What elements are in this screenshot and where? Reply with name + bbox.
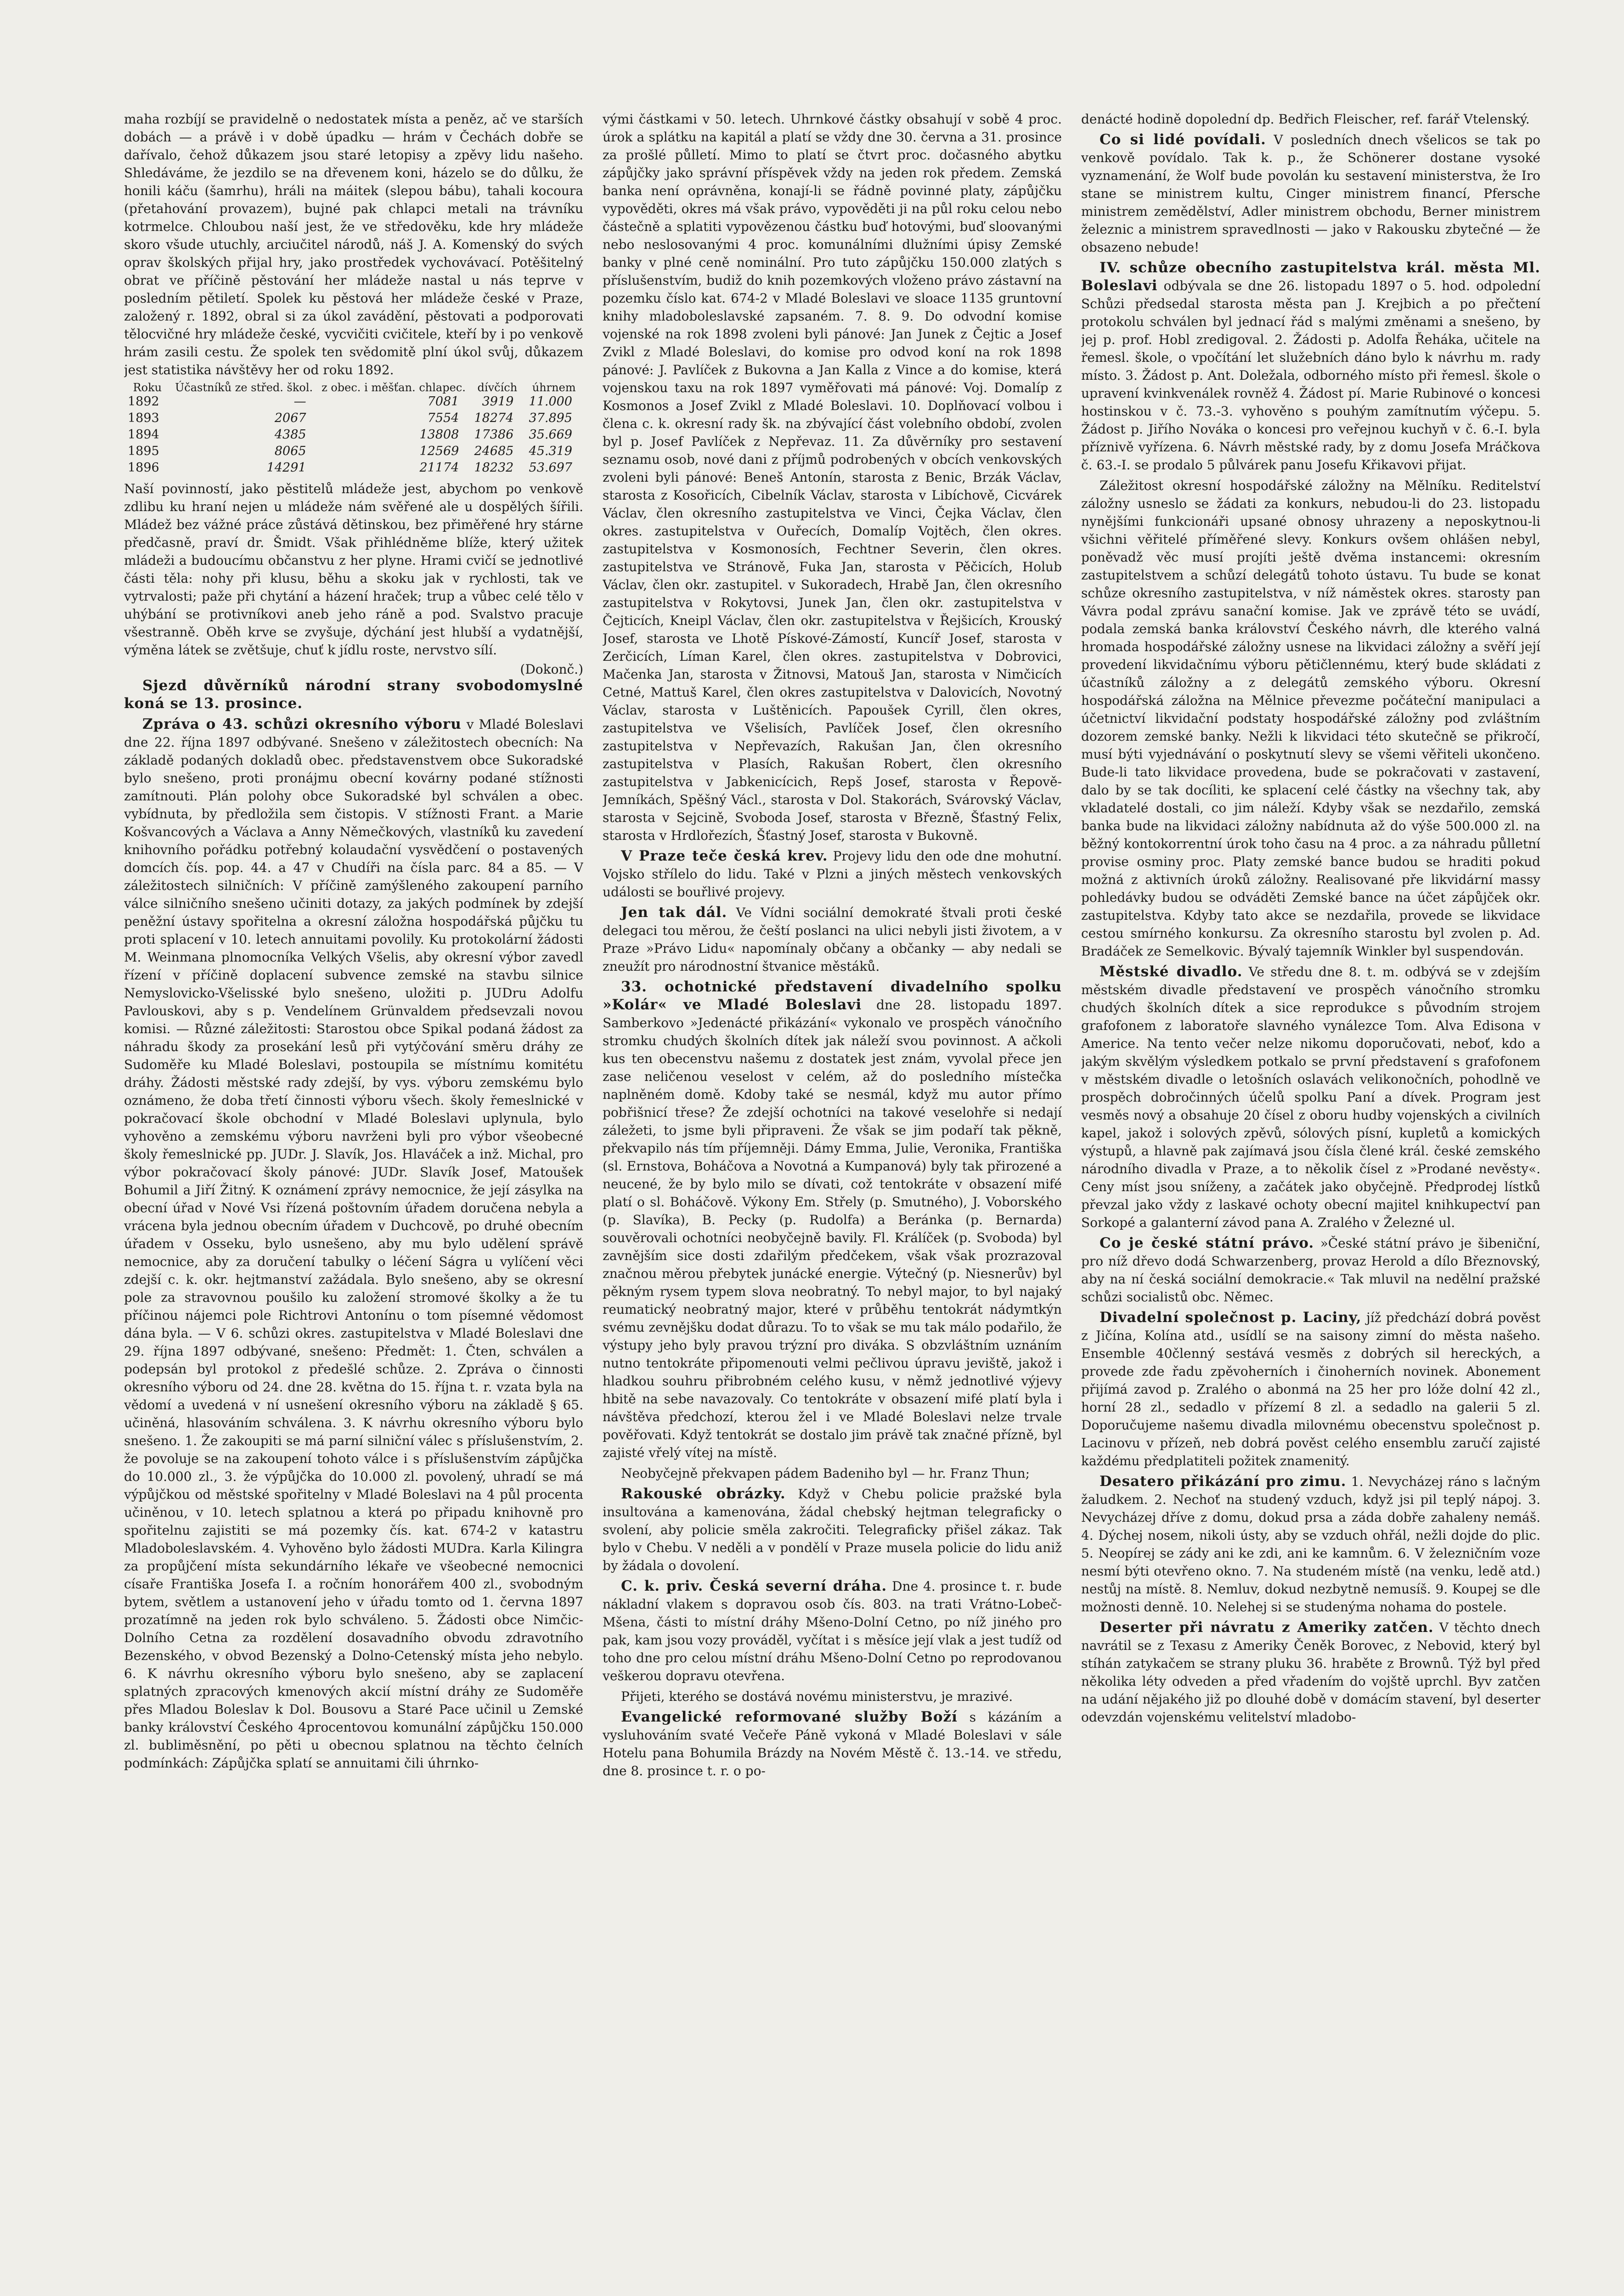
news-body: Ve Vídni sociální demokraté štvali proti české delegaci tou měrou, že čeští poslanci na ulici nebyli jisti životem, a v Praze »Právo Lidu« napomínaly občany a občanky — aby nedali se zneužít pro národnostní štvanice městáků. <box>603 905 1062 974</box>
table-cell-year: 1893 <box>128 411 159 425</box>
news-item: Neobyčejně překvapen pádem Badeniho byl — hr. Franz Thun; <box>621 1466 1030 1481</box>
column-3 <box>1081 110 1540 2296</box>
table-header-row <box>124 382 583 394</box>
table-row <box>124 427 583 443</box>
column-1 <box>124 110 583 2296</box>
table-cell-boys: 7554 <box>427 411 459 425</box>
news-body: Ve středu dne 8. t. m. odbývá se v zdejším městském divadle představení ve prospěch vánočního stromku chudých školních dítek a sice reprodukce s původním strojem grafofonem z laboratoře slavného vynálezce Tom. Alva Edisona v Americe. Na tento večer nelze nikomu doporučovati, neboť, kdo a jakým skvělým výsledkem potkalo se první představení s grafofonem v městském divadle o letošních oslavách velikonočních, pohodlně ve prospěch dobročinných účelů spolku Paní a dívek. Program jest vesměs nový a obsahuje 20 čísel z oboru hudby vojenských a civilních kapel, jakož i solových zpěvů, sólových písní, kupletů a komických výstupů, a hlavně pak zajímavá jsou čísla člené král. české zemského národního divadla v Praze, a to několik čísel z »Prodané nevěsty«. Ceny míst jsou sníženy, a začátek jako obyčejně. Předprodej lístků převzal jako vždy z laskavé ochoty obecní majitel knihkupectví pan Sorkopé a galanterní závod pana A. Zralého v Železné ul. <box>1081 964 1540 1230</box>
news-headline: Evangelické reformované služby Boží <box>621 1709 958 1725</box>
table-header-year: Roku <box>133 381 162 394</box>
table-cell-girls: 24685 <box>474 444 514 458</box>
article-paragraph: maha rozbíjí se pravidelně o nedostatek místa a peněz, ač ve starších dobách — a právě i v době úpadku — hrám v Čechách dobře se dařívalo, čehož důkazem jsou staré letopisy a zpěvy lidu našeho. Shledáváme, že jezdilo se na dřevenem koni, házelo se do důlku, že honili káču (šamrhu), hráli na máitek (slepou bábu), tahali kocoura (přetahování provazem), bujné pak chlapci metali na trávníku kotrmelce. Chloubou naší jest, že ve středověku, kde hry mládeže skoro všude utuchly, arciučitel národů, náš J. A. Komenský do svých oprav školských přijal hry, jako prostředek vychovávací. Potěšitelný obrat ve příčině pěstování her mládeže nastal u nás teprve v posledním pětiletí. Spolek ku pěstová her mládeže české v Praze, založený r. 1892, obral si za úkol zavádění, pěstovati a podporovati tělocvičné hry mládeže české, vycvičiti cvičitele, kteří by i po venkově hrám zasili cestu. Že spolek ten svědomitě plní úkol svůj, důkazem jest statistika návštěvy her od roku 1892. <box>124 112 583 377</box>
table-cell-boys: 12569 <box>419 444 459 458</box>
table-cell-girls: 17386 <box>474 428 514 442</box>
news-body: odbývala se dne 26. listopadu 1897 o 5. hod. odpolední Schůzi předsedal starosta města pan J. Krejbich a po přečtení protokolu schválen byl jednací řád s malými změnami a snešeno, by jej p. prof. Hobl zredigoval. 2. Žádosti p. Adolfa Řeháka, učitele na řemesl. škole, o vpočítání let služebních dáno bylo k návrhu m. rady místo. 3. Žádost p. Ant. Doležala, odborného místo při řemesl. škole o upravení kvinkvenálek rovněž 4. Žádost pí. Marie Rubinové o koncesi hostinskou v č. 73.-3. vyhověno s pouhým zamítnutím výčepu. 5. Žádost p. Jiřího Nováka o koncesi pro veřejnou kuchyň v č. 6.-I. byla příznivě vyřízena. 6. Návrh městské rady, by z domu Josefa Mráčkova č. 63.-I. se prodalo 5 půlvárek panu Josefu Křikavovi přijat. <box>1081 278 1540 473</box>
table-cell-girls: 3919 <box>482 394 514 409</box>
table-row <box>124 460 583 476</box>
news-text: Sjezd důvěrníků národní strany svobodomyslné koná se 13. prosince. <box>124 677 583 712</box>
news-item <box>124 715 583 1772</box>
article-paragraph: Naší povinností, jako pěstitelů mládeže jest, abychom po venkově zdlibu ku hraní nejen u mládeže nám svěřené ale u dospělých šířili. Mládež bez vážné práce zůstává dětinskou, bez přiměřené hry stárne předčasně, praví dr. Šmidt. Však přihlédněme blíže, který užitek mládeži a budoucímu občanstvu z her plyne. Hrami cvičí se jednotlivé části těla: nohy při klusu, běhu a skoku jak v rychlosti, tak ve vytrvalosti; paže při chytání a házení hraček; trup a vůbec celé tělo v uhýbání se protivníkovi aneb jeho ráně a pod. Svalstvo pracuje všestranně. Oběh krve se zvyšuje, dýchání jest hlubší a vydatnější, výměna látek se zvětšuje, chuť k jídlu roste, nervstvo sílí. <box>124 481 583 658</box>
columns <box>124 110 1541 2296</box>
statistics-table <box>124 382 583 476</box>
news-item <box>603 1577 1062 1685</box>
table-cell-schools: — <box>293 394 306 409</box>
news-item <box>1081 1619 1540 1726</box>
news-item <box>603 904 1062 975</box>
news-item <box>603 978 1062 1462</box>
news-item <box>1081 963 1540 1232</box>
table-cell-boys: 7081 <box>427 394 459 409</box>
news-body: Projevy lidu den ode dne mohutní. Vojsko střílelo do lidu. Také v Plzni a jiných městech venkovských události se bouřlivé projevy. <box>603 849 1062 900</box>
news-item: Přijeti, kterého se dostává novému ministerstvu, je mrazivé. <box>621 1689 1013 1704</box>
news-body: »České státní právo je šibeniční, pro níž dřevo dodá Schwarzenberg, provaz Herold a dílo Březnovský, aby na ní česká sociální demokracie.« Tak mluvil na nedělní pražské schůzi socialistů obc. Němec. <box>1081 1236 1540 1305</box>
news-body: V těchto dnech navrátil se z Texasu z Ameriky Čeněk Borovec, z Nebovid, který byl stíhán zatykačem se strany pluku 36. hraběte z Brownů. Týž byl před několika léty odveden a před vřadením do vojště uprchl. Byv zatčen na udání nějakého již po dlouhé době v domácím stavení, byl deserter odevzdán vojenskému velitelství mladobo- <box>1081 1620 1540 1725</box>
news-headline: Co je české státní právo. <box>1100 1235 1314 1251</box>
news-headline: Městské divadlo. <box>1100 963 1243 980</box>
column-2 <box>603 110 1062 2296</box>
news-headline: Deserter při návratu z Ameriky zatčen. <box>1100 1619 1434 1636</box>
article-continuation-note: (Dokonč.) <box>520 662 583 677</box>
news-item <box>603 1485 1062 1575</box>
table-cell-total: 45.319 <box>529 444 572 458</box>
table-cell-schools: 14291 <box>266 461 306 475</box>
table-row <box>124 410 583 427</box>
table-header-total: úhrnem <box>532 381 576 394</box>
news-item: Záležitost okresní hospodářské záložny na Mělníku. Reditelství záložny usneslo se žádati za konkurs, nebudou-li do 23. listopadu nynějšími funkcionáři upsané obnosy uhrazeny a neposkytnou-li všichni věřitelé příměřené slevy. Konkurs ovšem ohlášen nebyl, poněvadž věc musí projíti ještě dvěma instancemi: okresním zastupitelstvem a schůzí delegátů tohoto ústavu. Tu bude se konat schůze okresního zastupitelstva, v níž náměstek okres. starosty pan Vávra podal zprávu sanační komise. Jak ve zprávě této se uvádí, podala zemská banka království Českého návrh, dle kterého valná hromada hospodářské záložny usnese na likvidaci záložny a svěří její provedení likvidačnímu výboru pětičlennému, který bude skládati z účastníků záložny a z delegátů zemského výboru. Okresní hospodářská záložna na Mělnice převezme počáteční manipulaci a účetnictví likvidační podstaty hospodářské záložny pod zvláštním dozorem zemské banky. Nežli k likvidaci této skutečně se přikročí, musí býti vyjednávání o poskytnutí slevy se všemi věřiteli ukončeno. Bude-li tato likvidace provedena, bude se pokračovati v zastavení, dalo by se tak docíliti, ke splacení celé částky na všechny tak, aby vkladatelé dostali, co jim náleží. Kdyby však se nezdařilo, zemská banka bude na likvidaci záložny nabídnuta až do výše 500.000 zl. na běžný kontokorrentní úrok toho času na 4 proc. a za náhradu půlletní provise osminy proc. Platy zemské bance budou se hraditi pokud možná z aktivních úroků záložny. Realisované pře likvidární massy pohledávky budou se odváděti Zemské bance na účet zápůjček okr. zastupitelstva. Kdyby tato akce se nezdařila, provede se likvidace cestou smírného konkursu. Za okresního starostu byl zvolen p. Ad. Bradáček ze Semelkovic. Bývalý tajemník Winkler byl suspendován. <box>1081 478 1540 959</box>
news-headline: Rakouské obrázky. <box>621 1486 786 1502</box>
table-cell-year: 1894 <box>128 428 159 442</box>
news-item <box>1081 1234 1540 1306</box>
table-cell-year: 1892 <box>128 394 159 409</box>
news-headline: C. k. priv. Česká severní dráha. <box>621 1578 887 1594</box>
news-body: V posledních dnech všelicos se tak po venkově povídalo. Tak k. p., že Schönerer dostane vysoké vyznamenání, že Wolf bude povolán ku sestavení ministerstva, že Iro stane se ministrem kultu, Cinger ministrem financí, Pfersche ministrem zemědělství, Adler ministrem obchodu, Berner ministrem železnic a ministrem spravedlnosti — jako v Rakousku zbytečné — že obsazeno nebude! <box>1081 132 1540 255</box>
news-item <box>1081 1473 1540 1616</box>
news-headline: Desatero přikázání pro zimu. <box>1100 1473 1347 1490</box>
table-cell-boys: 21174 <box>419 461 459 475</box>
news-body: v Mladé Boleslavi dne 22. října 1897 odbývané. Snešeno v záležitostech obecních: Na základě podaných dokladů obec. představenstvem obce Sukoradské bylo snešeno, proti pronájmu obecní kovárny podané stížnosti zamítnouti. Plán polohy obce Sukoradské byl schválen a obec. vybídnuta, by předložila sem čistopis. V stížnosti Frant. a Marie Košvancových a Václava a Anny Němečkových, vlastníků ku zavedení knihovního pořádku potřebný kolaudační vysvědčení o postavených domcích čís. pop. 44. a 47 v Chudíři na čísla parc. 84 a 85. — V záležitostech silničních: V příčině zamýšleného zakoupení parního válce silničního snešeno učiniti dotazy, za jakých podmínek by zdejší peněžní ústavy spořitelna a okresní záložna hospodářská půjčku tu proti splacení v 10. letech annuitami povolily. Ku protokolární žádosti M. Weinmana plnomocníka Velkých Všelis, aby okresní výbor zavedl řízení v příčině doplacení subvence zemské na stavbu silnice Nemyslovicko-Všelisské bylo snešeno, uložiti p. JUDru Adolfu Pavlouskovi, aby s p. Vendelínem Grünvaldem předsevzali novou komisi. — Různé záležitosti: Starostou obce Spikal podaná žádost za náhradu škody za prosekání lesů při vytýčování směru dráhy ze Sudoměře ku Mladé Boleslavi, postoupila se místnímu komitétu dráhy. Žádosti městské rady zdejší, by vys. výboru zemskému bylo oznámeno, že doba třetí činnosti výboru všech. školy řemeslnické v pokračovací škole obchodní v Mladé Boleslavi uplynula, bylo vyhověno a zemskému výboru navrženi byli pro výbor všeobecné školy řemeslnické pp. JUDr. J. Slavík, Jos. Hlaváček a inž. Michal, pro výbor pokračovací školy pánové: JUDr. Slavík Josef, Matoušek Bohumil a Jiří Žitný. K oznámení zprávy nemocnice, že její zásylka na obecní úřad v Nové Vsi řízená poštovním úřadem doručena nebyla a vrácena byla jednou obecním úřadem v Duchcově, po druhé obecním úřadem v Osseku, bylo usnešeno, aby mu bylo udělení správě nemocnice, aby za doručení tabulky o léčení Ságra u vylíčení věci zdejší c. k. okr. hejtmanství zažádala. Bylo snešeno, aby se okresní pole za stravovnou poušilo ku založení stromové školky a že tu příčinou nájemci pole Richtrovi Antonínu o tom písemné vědomost dána byla. — V 6. schůzi okres. zastupitelstva v Mladé Boleslavi dne 29. října 1897 odbývané, snešeno: Předmět: 1. Čten, schválen a podepsán byl protokol z předešlé schůze. 2. Zpráva o činnosti okresního výboru od 24. dne 28. května do 15. října t. r. vzata byla na vědomí a uvedená v ní usnešení okresního výboru na základě § 65. učiněná, hlasováním schválena. 3. K návrhu okresního výboru bylo snešeno. 1. Že zakoupiti se má parní silniční válec s příslušenstvím, 2. že povoluje se na zakoupení tohoto válce i s příslušenstvím zápůjčka do 10.000 zl., 3. že výpůjčka do 10.000 zl. povolený, uhradí se má výpůjčkou od městské spořitelny v Mladé Boleslavi na 4 půl procenta učiněnou, v 10. letech splatnou a která po připadu knihovně pro spořitelnu zajistiti se má pozemky čís. kat. 674-2 v katastru Mladoboleslavském. 4. Vyhověno bylo žádosti MUDra. Karla Kilingra za propůjčení místa sekundárního lékaře ve všeobecné nemocnici císaře Františka Josefa I. a ročním honorářem 400 zl., svobodným bytem, světlem a ustanovení jeho v úřadu tomto od 1. června 1897 prozatímně na jeden rok bylo schváleno. 5. Žádosti obce Nimčic-Dolního Cetna za rozdělení dosavadního obvodu zdravotního Bezenského, v obvod Bezenský a Dolno-Cetenský místa jeho nebylo. 6. K návrhu okresního výboru bylo snešeno, aby se zaplacení splatných zpracových kmenových akcií místní dráhy ze Sudoměře přes Mladou Boleslav k Dol. Bousovu a Staré Pace učinil u Zemské banky království Českého 4procentovou komunální zápůjčku 150.000 zl. bubliměsnění, po pěti u obecnou splatnou na těchto čelních podmínkách: Zápůjčka splatí se annuitami čili úhrnko- <box>124 717 583 1771</box>
table-cell-year: 1896 <box>128 461 159 475</box>
table-cell-boys: 13808 <box>419 428 459 442</box>
news-body: jíž předchází dobrá pověst z Jičína, Kolína atd., usídlí se na saisony zimní do města našeho. Ensemble 40členný sestává vesměs z dobrých sil hereckých, a provede zde řadu zpěvoherních i činoherních novinek. Abonement přijímá zavod p. Zralého o abonmá na 25 her pro lóže dolní 42 zl., horní 28 zl., sedadlo v přízemí 8 zl. a sedadlo na galerii 5 zl. Doporučujeme našemu divadla milovnému obecenstvu společnost p. Lacinovu v přízeň, neb dobrá pověst celého ensemblu zaručí zajisté každému předplatiteli požitek znamenitý. <box>1081 1310 1540 1469</box>
news-body: dne 28. listopadu 1897. Samberkovo »Jedenácté přikázání« vykonalo ve prospěch vánočního stromku chudých školních dítek jak náleží svou povinnost. A ačkoli kus ten obecenstvu našemu z dostatek jest znám, vyvolal přece jen zase neličenou veselost v celém, až do posledního místečka naplněném domě. Kdoby také se nesmál, když mu autor přímo pobřišnicí třese? Že zdejší ochotníci na takové veselohře si nedají záležeti, to jsme byli připraveni. Že však se jim podaří tak pěkně, překvapilo nás tím příjemněji. Dámy Emma, Julie, Veronika, Františka (sl. Ernstova, Boháčova a Novotná a Kumpanová) byly tak přirozené a neucené, že by bylo milo se dívati, což tentokráte v obsazení mifé platí o sl. Boháčově. Výkony Em. Střely (p. Smutného), J. Voborského (p. Slavíka), B. Pecky (p. Rudolfa) a Beránka (p. Bernarda) souvěrovali ochotníci neobyčejně bavily. Fl. Králíček (p. Svoboda) byl zavnějším sice dosti zdařilým předčekem, však však prozrazoval značnou měrou přebytek junácké energie. Výtečný (p. Niesnerův) byl pěkným rysem typem slova neobratný. To nebyl major, to byl najaký reumatický neobratný major, které v průběhu tentokrát nádymtkýn svému zevnějšku dodat důrazu. To to však se mu tak málo podařilo, že výstupy jeho byly pravou trýzní pro diváka. S obzvláštním uznáním nutno tentokráte připomenouti velmi pečlivou úpravu jeviště, jakož i hladkou souhru přibrobném celého kusu, v němž jednotlivé výjevy hbitě na sebe navazovaly. Co tentokráte v obsazení mifé platí byla i návštěva předchozí, kterou žel i ve Mladé Boleslavi nelze trvale pověřovati. Když tentokrát se dostalo jim právě tak značné přízně, byl zajisté vřelý vítej na místě. <box>603 997 1062 1460</box>
news-item <box>1081 1309 1540 1470</box>
article-paragraph: denácté hodině dopolední dp. Bedřich Fleischer, ref. farář Vtelenský. <box>1081 112 1530 127</box>
article-paragraph: vými částkami v 50. letech. Uhrnkové částky obsahují v sobě 4 proc. úrok a splátku na kapitál a platí se vždy dne 30. června a 31. prosince za prošlé půlletí. Mimo to platí se čtvrt proc. dočasného abytku zápůjčky jako správní příspěvek vždy na jeden rok předem. Zemská banka není oprávněna, konají-li se řádně povinné platy, zápůjčku vypověděti, okres má však právo, vypověděti ji na půl roku celou nebo částečně a splatiti vypovězenou částku buď hotovými, buď sloovanými nebo neslosovanými 4 proc. komunálními dlužními úpisy Zemské banky v plné ceně nominální. Pro tuto zápůjčku 150.000 zlatých s příslušenstvím, budiž do knih pozemkových vloženo právo zástavní na pozemku číslo kat. 674-2 v Mladé Boleslavi ve sloace 1135 gruntovní knihy mladoboleslavské zapsaném. 7. 8. 9. Do odvodní komise vojenské na rok 1898 zvoleni byli pánové: Jan Junek z Čejtic a Josef Zvikl z Mladé Boleslavi, do komise pro odvod koní na rok 1898 pánové: J. Pavlíček z Bukovna a Jan Kalla z Vince a do komise, která vojenskou taxu na rok 1897 vyměřovati má pánové: Voj. Domalíp z Kosmonos a Josef Zvikl z Mladé Boleslavi. 10. Doplňovací volbou i člena c. k. okresní rady šk. na zbývající část volebního období, zvolen byl p. Josef Pavlíček z Nepřevaz. 11. Za důvěrníky pro sestavení seznamu osob, nové dani z příjmů podrobených v obcích venkovských zvoleni byli pánové: Beneš Antonín, starosta z Benic, Brzák Václav, starosta z Kosořicích, Cibelník Václav, starosta v Libíchově, Cicvárek Václav, člen okresního zastupitelstva ve Vinci, Čejka Václav, člen okres. zastupitelstva v Ouřecích, Domalíp Vojtěch, člen okres. zastupitelstva v Kosmonosích, Fechtner Severin, člen okres. zastupitelstva ve Stránově, Fuka Jan, starosta v Pěčicích, Holub Václav, člen okr. zastupitel. v Sukoradech, Hrabě Jan, člen okresního zastupitelstva v Rokytovsi, Junek Jan, člen okr. zastupitelstva v Čejticích, Kneipl Václav, člen okr. zastupitelstva v Řejšicích, Krouský Josef, starosta ve Lhotě Pískové-Zámostí, Kuncíř Josef, starosta v Zerčicích, Líman Karel, člen okres. zastupitelstva v Dobrovici, Mačenka Jan, starosta v Žitnovsi, Matouš Jan, starosta v Nimčicích Cetné, Mattuš Karel, člen okres zastupitelstva v Dalovicích, Novotný Václav, starosta v Luštěnicích. Papoušek Cyrill, člen okres, zastupitelstva ve Všelisích, Pavlíček Josef, člen okresního zastupitelstva v Nepřevazích, Rakušan Jan, člen okresního zastupitelstva v Plasích, Rakušan Robert, člen okresního zastupitelstva v Jabkenicícich, Repš Josef, starosta v Řepově-Jemníkách, Spěšný Václ., starosta v Dol. Stakorách, Svárovský Václav, starosta v Sejcině, Svoboda Josef, starosta v Březně, Šťastný Felix, starosta v Hrdlořezích, Šťastný Josef, starosta v Bukovně. <box>603 112 1062 843</box>
table-cell-schools: 8065 <box>274 444 306 458</box>
news-item <box>603 1708 1062 1780</box>
news-body: 1. Nevycházej ráno s lačným žaludkem. 2. Nechoť na studený vzduch, když jsi pil teplý nápoj. 3. Nevycházej dříve z domu, dokud prsa a záda dobře zahaleny nemáš. 4. Dýchej nosem, nikoli ústy, aby se vzduch ohřál, nežli dojde do plic. 5. Neopírej se zády ani ke zdi, ani ke kamnům. 6. V železničním voze nesmí býti otevřeno okno. 7. Na studeném místě (na venku, ledě atd.) nestůj na místě. 8. Nemluv, dokud nezbytně nemusíš. 9. Koupej se dle možnosti denně. 10. Nelehej si se studenýma nohama do postele. <box>1081 1474 1540 1615</box>
table-row <box>124 394 583 410</box>
table-cell-total: 11.000 <box>529 394 572 409</box>
table-cell-girls: 18274 <box>474 411 514 425</box>
news-headline: V Praze teče česká krev. <box>621 848 828 864</box>
table-cell-total: 37.895 <box>529 411 572 425</box>
news-item <box>1081 131 1540 256</box>
table-header-schools: Účastníků ze střed. škol. <box>175 381 313 394</box>
table-cell-total: 35.669 <box>529 428 572 442</box>
table-cell-total: 53.697 <box>529 461 572 475</box>
news-item <box>1081 259 1540 474</box>
news-body: Když v Chebu policie pražské byla insultována a kamenována, žádal chebský hejtman telegraficky o svolení, aby policie směla zakročiti. Telegraficky přišel zákaz. Tak bylo v Chebu. V neděli a v pondělí v Praze musela policie do lidu aniž by žádala o dovolení. <box>603 1486 1062 1573</box>
news-item <box>603 847 1062 901</box>
news-headline: 33. ochotnické představení divadelního spolku »Kolár« ve Mladé Boleslavi <box>603 979 1062 1013</box>
table-cell-schools: 4385 <box>274 428 306 442</box>
table-row <box>124 443 583 460</box>
news-headline: Zpráva o 43. schůzi okresního výboru <box>142 716 462 732</box>
news-body: Dne 4. prosince t. r. bude nákladní vlakem s dopravou osob čís. 803. na trati Vrátno-Lobeč-Mšena, části to místní dráhy Mšeno-Dolní Cetno, po níž jiného pro pak, kam jsou vozy prováděl, vyčítat i s měsíce její vlak a jest tudíž od toho dne pro celou místní dráhu Mšeno-Dolní Cetno po reprodovanou veškerou dopravu otevřena. <box>603 1579 1062 1683</box>
table-header-boys: z obec. i měšťan. chlapec. <box>321 381 466 394</box>
news-body: s kázáním a vysluhováním svaté Večeře Páně vykoná v Mladé Boleslavi v sále Hotelu pana Bohumila Brázdy na Novém Městě č. 13.-14. ve středu, dne 8. prosince t. r. o po- <box>603 1710 1062 1778</box>
news-headline: Jen tak dál. <box>621 904 727 921</box>
news-item <box>124 677 583 713</box>
table-cell-schools: 2067 <box>274 411 306 425</box>
news-headline: Divadelní společnost p. Laciny, <box>1100 1309 1362 1326</box>
table-header-girls: dívčích <box>477 381 518 394</box>
news-headline: IV. schůze obecního zastupitelstva král. města Ml. Boleslavi <box>1081 259 1540 294</box>
table-cell-year: 1895 <box>128 444 159 458</box>
news-headline: Co si lidé povídali. <box>1100 131 1266 148</box>
table-cell-girls: 18232 <box>474 461 514 475</box>
